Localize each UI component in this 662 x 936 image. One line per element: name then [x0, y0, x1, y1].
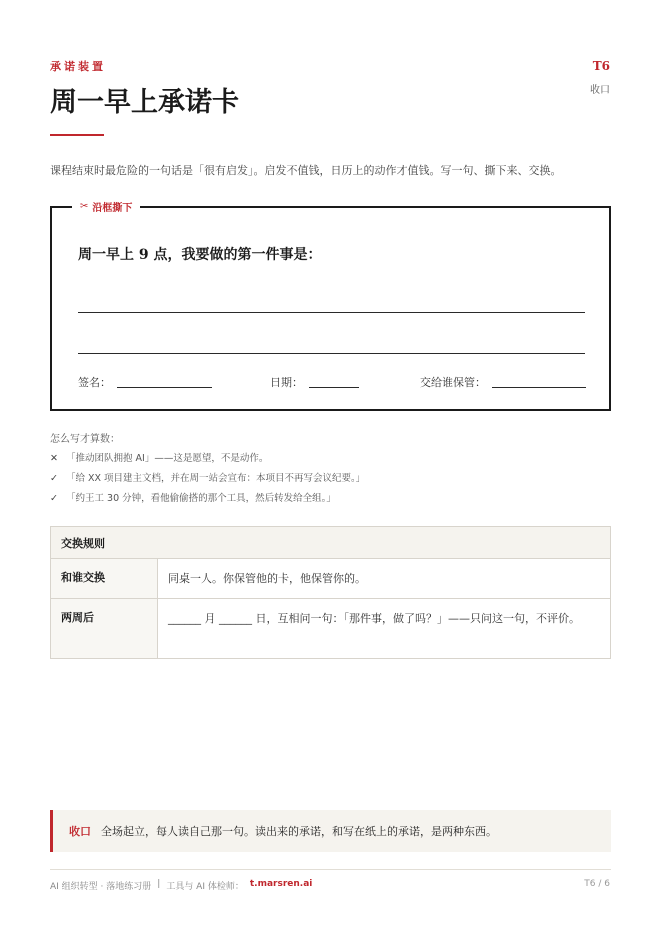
intro-text: 课程结束时最危险的一句话是「很有启发」。启发不值钱，日历上的动作才值钱。写一句、撕下来、交换。 [50, 164, 562, 177]
page-number: T6 / 6 [584, 879, 610, 889]
keeper-field[interactable] [420, 374, 586, 390]
title-underline [50, 134, 104, 136]
footer-link[interactable]: t.marsren.ai [249, 879, 313, 889]
closing-text: 全场起立，每人读自己那一句。读出来的承诺，和写在纸上的承诺，是两种东西。 [101, 825, 497, 838]
exchange-rules-table [50, 526, 611, 659]
howto-heading: 怎么写才算数： [50, 434, 120, 445]
howto-item [50, 492, 365, 505]
footer [50, 879, 312, 892]
commitment-card [50, 201, 611, 411]
card-question: 周一早上 9 点，我要做的第一件事是： [78, 247, 322, 263]
closing-callout [50, 810, 611, 852]
howto-text: 「给 XX 项目建主文档，并在周一站会宣布：本项目不再写会议纪要。」 [66, 473, 366, 484]
signature-field[interactable] [78, 374, 212, 390]
footer-divider [50, 869, 611, 870]
section-kicker: 承诺装置 [50, 60, 106, 73]
page-title: 周一早上承诺卡 [50, 87, 239, 118]
keeper-label: 交给谁保管： [420, 376, 486, 389]
check-icon: ✓ [50, 493, 58, 504]
rule-value: ______ 月 ______ 日，互相问一句：「那件事，做了吗？」——只问这一句，不评价。 [168, 612, 580, 625]
check-icon: ✓ [50, 473, 58, 484]
date-blank[interactable] [309, 387, 359, 388]
date-label: 日期： [270, 376, 303, 389]
date-field[interactable] [270, 374, 359, 390]
howto-section [50, 430, 365, 512]
section-label: 收口 [590, 85, 610, 96]
answer-line-1[interactable] [78, 312, 585, 313]
table-row [51, 559, 610, 599]
table-row [51, 599, 610, 658]
footer-title: AI 组织转型 · 落地练习册 [50, 882, 152, 892]
rule-value: 同桌一人。你保管他的卡，他保管你的。 [168, 572, 366, 585]
tear-label: 沿框撕下 [92, 203, 133, 214]
scissors-icon: ✂ [80, 201, 89, 212]
signature-label: 签名： [78, 376, 111, 389]
rule-key: 和谁交换 [51, 559, 158, 598]
page-code: T6 [592, 59, 610, 73]
signature-blank[interactable] [117, 387, 212, 388]
howto-item [50, 472, 365, 485]
cross-icon: ✕ [50, 453, 58, 464]
answer-line-2[interactable] [78, 353, 585, 354]
rules-heading: 交换规则 [51, 527, 610, 559]
howto-item [50, 452, 365, 465]
howto-text: 「推动团队拥抱 AI」——这是愿望，不是动作。 [66, 453, 269, 464]
footer-tools-label: 工具与 AI 体检师： [166, 882, 244, 892]
howto-text: 「约王工 30 分钟，看他偷偷搭的那个工具，然后转发给全组。」 [66, 493, 336, 504]
keeper-blank[interactable] [492, 387, 586, 388]
tear-tab [72, 199, 140, 214]
rule-key: 两周后 [51, 599, 158, 658]
footer-separator: | [157, 879, 161, 889]
closing-label: 收口 [69, 825, 91, 838]
